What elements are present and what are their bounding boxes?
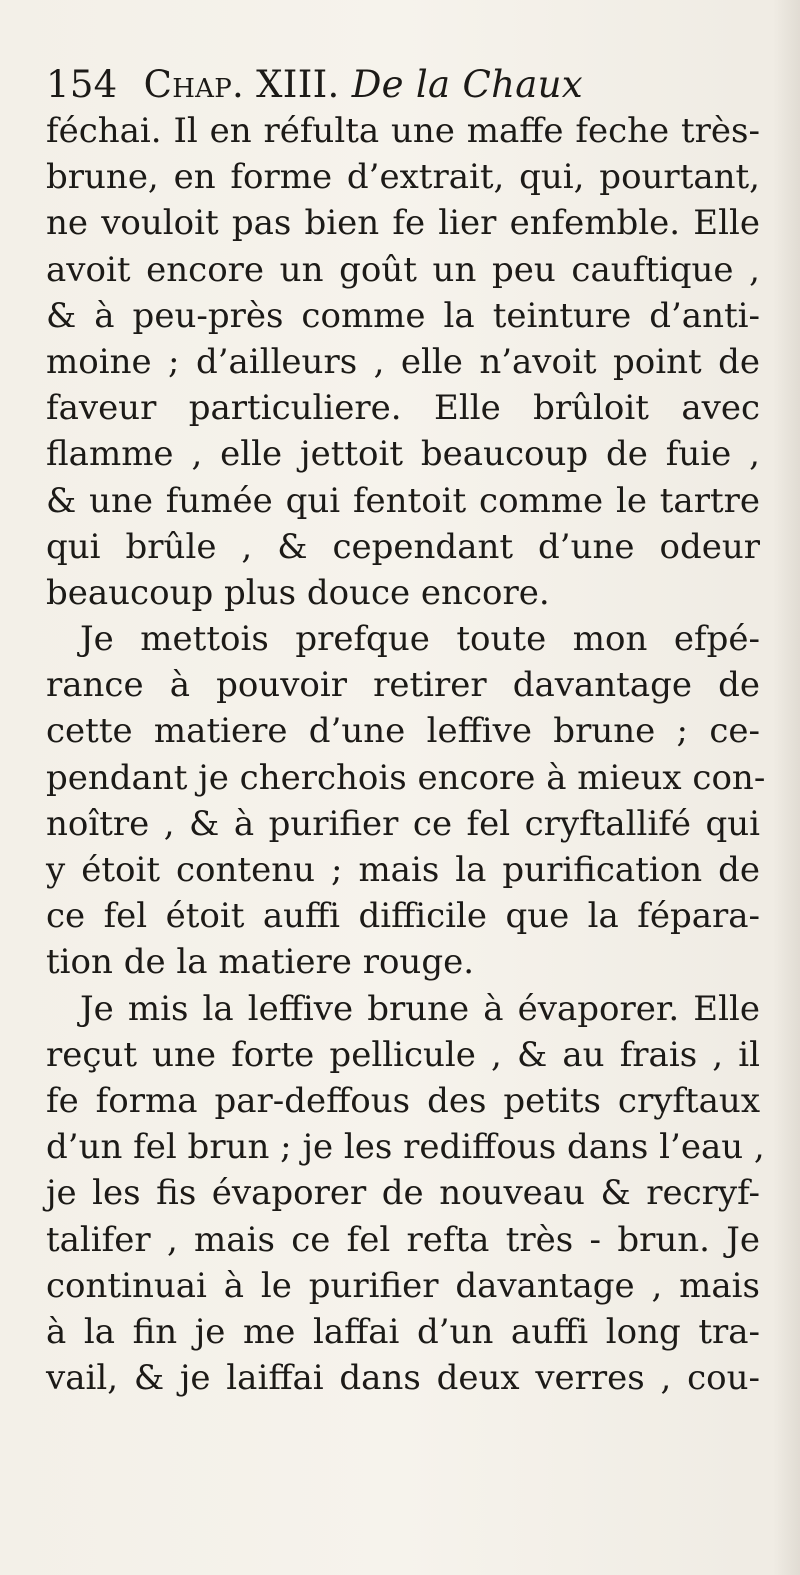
text-line: reçut une forte pellicule , & au frais , il — [46, 1034, 760, 1075]
text-line: vail, & je laiffai dans deux verres , cou- — [46, 1358, 760, 1399]
text-line: brune, en forme d’extrait, qui, pourtant, — [46, 157, 760, 198]
running-head — [46, 62, 583, 108]
text-line: Je mettois prefque toute mon efpé- — [80, 619, 760, 660]
text-line: cette matiere d’une leffive brune ; ce- — [46, 711, 760, 752]
text-line: féchai. Il en réfulta une maffe feche très- — [46, 111, 760, 151]
text-line: y étoit contenu ; mais la purification de — [46, 850, 760, 890]
text-line: ce fel étoit auffi difficile que la fépara- — [46, 896, 760, 937]
page-edge-shadow — [774, 0, 800, 1575]
text-line: & à peu-près comme la teinture d’anti- — [46, 295, 760, 336]
text-line: beaucoup plus douce encore. — [46, 572, 550, 613]
text-line: pendant je cherchois encore à mieux con- — [46, 757, 766, 798]
text-line: Je mis la leffive brune à évaporer. Elle — [80, 988, 760, 1029]
text-line: ne vouloit pas bien fe lier enfemble. Elle — [46, 203, 760, 244]
chapter-label: Chap. XIII. — [143, 63, 340, 106]
text-line: & une fumée qui fentoit comme le tartre — [46, 480, 760, 521]
text-line: moine ; d’ailleurs , elle n’avoit point de — [46, 341, 760, 382]
body-text — [46, 108, 766, 1401]
text-line: noître , & à purifier ce fel cryftallifé qui — [46, 803, 760, 844]
text-line: rance à pouvoir retirer davantage de — [46, 665, 760, 706]
text-line: je les fis évaporer de nouveau & recryf- — [46, 1173, 760, 1214]
text-line: tion de la matiere rouge. — [46, 942, 475, 983]
text-line: à la fin je me laffai d’un auffi long tra- — [46, 1311, 760, 1352]
text-line: d’un fel brun ; je les rediffous dans l’eau , — [46, 1127, 765, 1168]
page-number: 154 — [46, 63, 118, 106]
text-line: avoit encore un goût un peu cauftique , — [46, 249, 760, 290]
text-line: faveur particuliere. Elle brûloit avec — [46, 388, 760, 429]
text-line: continuai à le purifier davantage , mais — [46, 1265, 760, 1306]
chapter-subject: De la Chaux — [351, 63, 583, 106]
text-line: flamme , elle jettoit beaucoup de fuie , — [46, 434, 760, 475]
text-line: qui brûle , & cependant d’une odeur — [46, 526, 760, 567]
text-line: fe forma par-deffous des petits cryftaux — [46, 1080, 760, 1121]
text-line: talifer , mais ce fel refta très - brun. Je — [46, 1219, 760, 1260]
